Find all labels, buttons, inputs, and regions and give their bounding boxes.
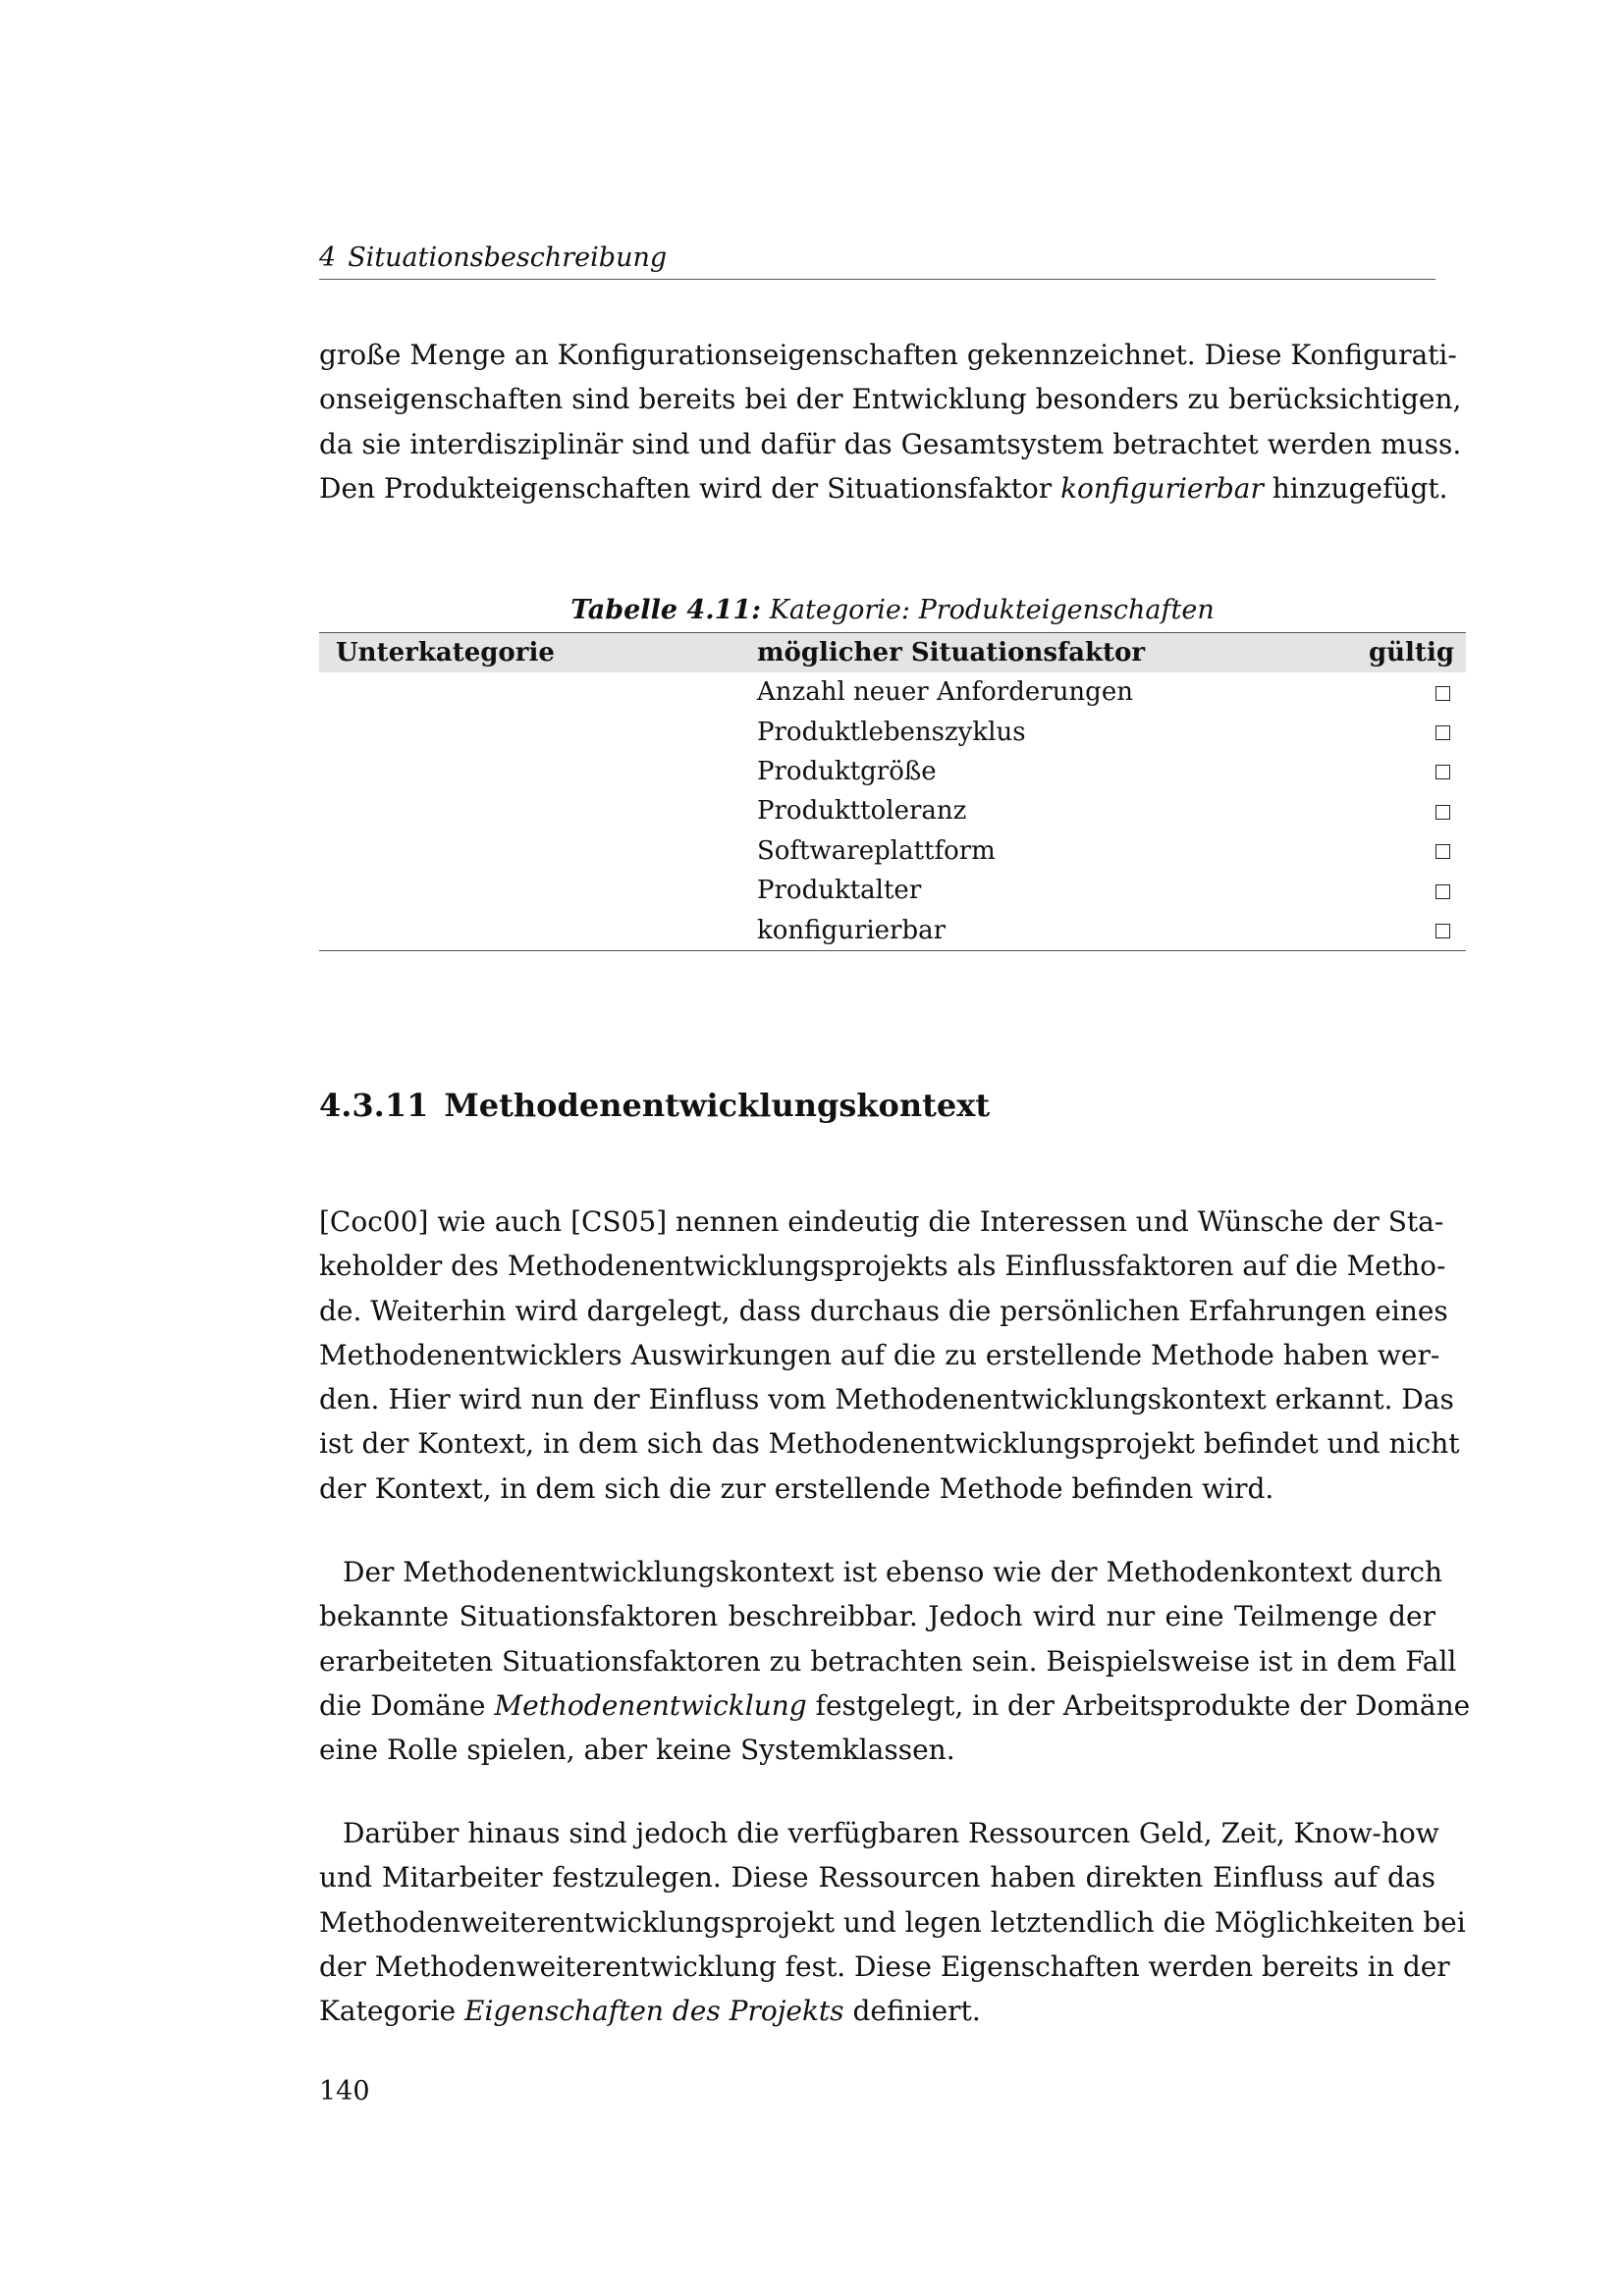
factor-cell: Produktalter [757, 876, 922, 906]
table-caption-label: Tabelle 4.11: [570, 595, 762, 625]
page-number: 140 [319, 2076, 370, 2107]
text-line: der Methodenweiterentwicklung fest. Diese Eigenschaften werden bereits in der [319, 1949, 1450, 1983]
table-row [319, 831, 1466, 871]
text-line: Darüber hinaus sind jedoch die verfügbaren Ressourcen Geld, Zeit, Know-how [343, 1817, 1439, 1849]
text-line [319, 1683, 1471, 1728]
table-row [319, 672, 1466, 712]
factor-cell: Produktgröße [757, 756, 937, 786]
text-fragment: Kategorie [319, 1995, 465, 2028]
emphasis-text: Eigenschaften des Projekts [464, 1995, 844, 2028]
factor-cell: Softwareplattform [757, 835, 996, 866]
emphasis-text: konfigurierbar [1060, 471, 1264, 505]
text-fragment: hinzugefügt. [1263, 471, 1448, 505]
text-fragment: festgelegt, in der Arbeitsprodukte der Domäne [806, 1688, 1471, 1722]
text-line: der Kontext, in dem sich die zur erstellende Methode befinden wird. [319, 1471, 1274, 1505]
text-line: de. Weiterhin wird dargelegt, dass durchaus die persönlichen Erfahrungen eines [319, 1294, 1448, 1327]
table-row [319, 910, 1466, 949]
checkbox-icon[interactable] [1435, 924, 1450, 938]
table-caption-text: Kategorie: Produkteigenschaften [769, 595, 1215, 625]
chapter-number: 4 [319, 242, 337, 273]
running-head [319, 243, 1435, 280]
text-fragment: definiert. [843, 1995, 981, 2028]
table-row [319, 712, 1466, 751]
text-fragment: die Domäne [319, 1688, 495, 1722]
text-line: keholder des Methodenentwicklungsprojekts als Einflussfaktoren auf die Metho- [319, 1250, 1446, 1283]
table-header-row [319, 633, 1466, 672]
text-line: [Coc00] wie auch [CS05] nennen eindeutig die Interessen und Wünsche der Sta- [319, 1205, 1444, 1238]
checkbox-icon[interactable] [1435, 686, 1450, 701]
body-paragraph-3 [319, 1811, 1466, 2033]
factor-cell: Produktlebenszyklus [757, 717, 1026, 747]
text-line: Methodenentwicklers Auswirkungen auf die zu erstellende Methode haben wer- [319, 1338, 1440, 1371]
checkbox-icon[interactable] [1435, 725, 1450, 740]
text-fragment: Den Produkteigenschaften wird der Situationsfaktor [319, 471, 1061, 505]
text-line: onseigenschaften sind bereits bei der Entwicklung besonders zu berücksichtigen, [319, 383, 1462, 416]
text-line: und Mitarbeiter festzulegen. Diese Ressourcen haben direkten Einfluss auf das [319, 1861, 1435, 1895]
checkbox-icon[interactable] [1435, 765, 1450, 779]
factor-cell: Produkttoleranz [757, 796, 967, 827]
emphasis-text: Methodenentwicklung [494, 1688, 807, 1722]
situation-factor-table [319, 632, 1466, 951]
text-line: bekannte Situationsfaktoren beschreibbar. Jedoch wird nur eine Teilmenge der [319, 1600, 1435, 1633]
checkbox-icon[interactable] [1435, 805, 1450, 820]
text-line: Der Methodenentwicklungskontext ist ebenso wie der Methodenkontext durch [343, 1556, 1443, 1588]
text-line: große Menge an Konfigurationseigenschaften gekennzeichnet. Diese Konfigurati- [319, 339, 1457, 371]
body-paragraph-1 [319, 1200, 1460, 1511]
section-title: Methodenentwicklungskontext [444, 1087, 991, 1124]
checkbox-icon[interactable] [1435, 844, 1450, 859]
text-line [319, 1989, 1435, 2033]
text-line: eine Rolle spielen, aber keine Systemklassen. [319, 1734, 955, 1767]
table-row [319, 752, 1466, 791]
text-line: erarbeiteten Situationsfaktoren zu betrachten sein. Beispielsweise ist in dem Fall [319, 1644, 1457, 1678]
text-line [319, 466, 1448, 510]
factor-cell: konfigurierbar [757, 915, 947, 945]
text-line: den. Hier wird nun der Einfluss vom Methodenentwicklungskontext erkannt. Das [319, 1383, 1454, 1416]
checkbox-icon[interactable] [1435, 884, 1450, 899]
table-row [319, 871, 1466, 910]
text-line: da sie interdisziplinär sind und dafür das Gesamtsystem betrachtet werden muss. [319, 427, 1462, 460]
text-line: ist der Kontext, in dem sich das Methodenentwicklungsprojekt befindet und nicht [319, 1427, 1460, 1461]
section-heading [319, 1086, 990, 1125]
section-number: 4.3.11 [319, 1087, 429, 1124]
chapter-title: Situationsbeschreibung [348, 242, 668, 273]
column-header-unterkategorie: Unterkategorie [336, 638, 555, 667]
intro-paragraph [319, 333, 1462, 510]
table-caption [319, 593, 1466, 628]
text-line: Methodenweiterentwicklungsprojekt und legen letztendlich die Möglichkeiten bei [319, 1905, 1466, 1939]
column-header-situationsfaktor: möglicher Situationsfaktor [757, 638, 1146, 667]
body-paragraph-2 [319, 1550, 1471, 1772]
factor-cell: Anzahl neuer Anforderungen [757, 677, 1133, 708]
column-header-gueltig: gültig [1368, 638, 1454, 667]
table-row [319, 791, 1466, 830]
